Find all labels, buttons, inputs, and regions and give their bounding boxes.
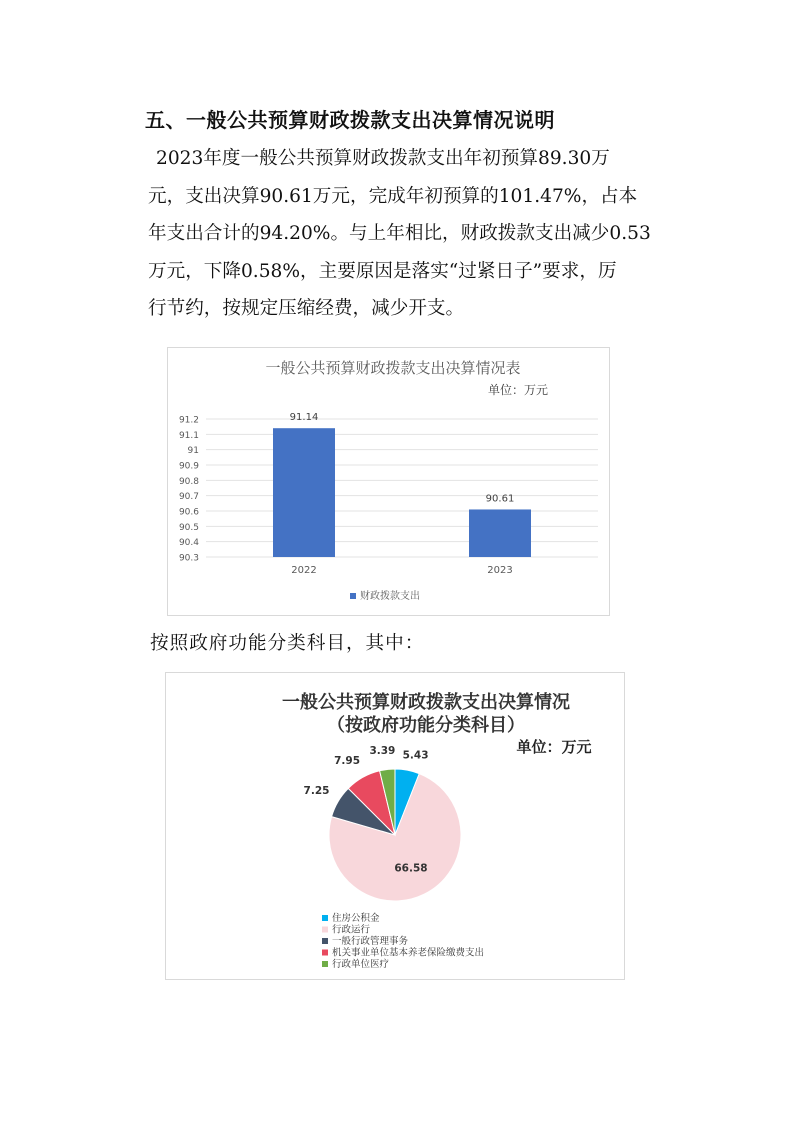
bar-y-tick-label: 90.6	[178, 507, 199, 518]
bar-y-tick-label: 90.4	[178, 538, 199, 549]
pie-legend-swatch	[322, 938, 328, 944]
bar-y-tick-label: 90.5	[178, 522, 199, 533]
pie-legend-label: 机关事业单位基本养老保险缴费支出	[332, 947, 485, 959]
pie-data-label: 7.25	[303, 785, 330, 798]
bar-data-label: 90.61	[485, 493, 515, 505]
bar-2022	[273, 428, 335, 557]
bar-y-tick-label: 90.3	[178, 553, 199, 564]
bar-chart-title: 一般公共预算财政拨款支出决算情况表	[265, 359, 521, 377]
bar-y-tick-label: 90.8	[178, 476, 199, 487]
pie-data-label: 3.39	[369, 745, 396, 758]
pie-data-label: 5.43	[402, 749, 429, 762]
pie-chart-panel	[165, 672, 625, 980]
pie-legend-swatch	[322, 950, 328, 956]
bar-legend-label: 财政拨款支出	[360, 591, 420, 602]
paragraph-line: 元，支出决算90.61万元，完成年初预算的101.47%，占本	[148, 185, 638, 207]
bar-y-tick-label: 90.9	[178, 461, 199, 472]
pie-legend-label: 行政单位医疗	[332, 959, 390, 970]
pie-chart-title: 一般公共预算财政拨款支出决算情况	[282, 692, 570, 713]
bar-data-label: 91.14	[289, 412, 319, 424]
bar-2023	[469, 509, 531, 557]
explanation-paragraph	[148, 140, 672, 328]
bar-chart	[168, 348, 609, 615]
pie-legend-label: 行政运行	[332, 924, 371, 936]
pie-legend-label: 一般行政管理事务	[332, 936, 409, 947]
paragraph-line: 行节约，按规定压缩经费，减少开支。	[148, 298, 465, 319]
bar-y-tick-label: 91.1	[178, 430, 199, 441]
pie-legend-swatch	[322, 961, 328, 967]
paragraph-line: 万元，下降0.58%，主要原因是落实“过紧日子”要求，厉	[148, 260, 617, 282]
paragraph-line: 2023年度一般公共预算财政拨款支出年初预算89.30万	[156, 148, 610, 169]
intro-text: 按照政府功能分类科目，其中：	[150, 633, 425, 654]
pie-legend-label: 住房公积金	[332, 913, 380, 924]
pie-data-label: 7.95	[334, 754, 361, 767]
paragraph-line: 年支出合计的94.20%。与上年相比，财政拨款支出减少0.53	[148, 223, 651, 244]
bar-chart-panel	[167, 347, 610, 616]
pie-chart	[166, 673, 624, 979]
pie-chart-unit: 单位：万元	[516, 738, 592, 756]
bar-y-tick-label: 91	[187, 446, 199, 457]
pie-legend-swatch	[322, 915, 328, 921]
bar-x-tick-label: 2022	[291, 565, 317, 576]
pie-legend-swatch	[322, 927, 328, 933]
bar-legend-swatch	[350, 593, 356, 599]
pie-data-label: 66.58	[394, 862, 428, 875]
bar-y-tick-label: 91.2	[178, 415, 199, 426]
pie-chart-subtitle: （按政府功能分类科目）	[327, 715, 525, 736]
bar-y-tick-label: 90.7	[178, 492, 199, 503]
section-heading: 五、一般公共预算财政拨款支出决算情况说明	[145, 108, 555, 132]
bar-x-tick-label: 2023	[487, 565, 513, 576]
bar-chart-unit: 单位：万元	[487, 383, 549, 397]
